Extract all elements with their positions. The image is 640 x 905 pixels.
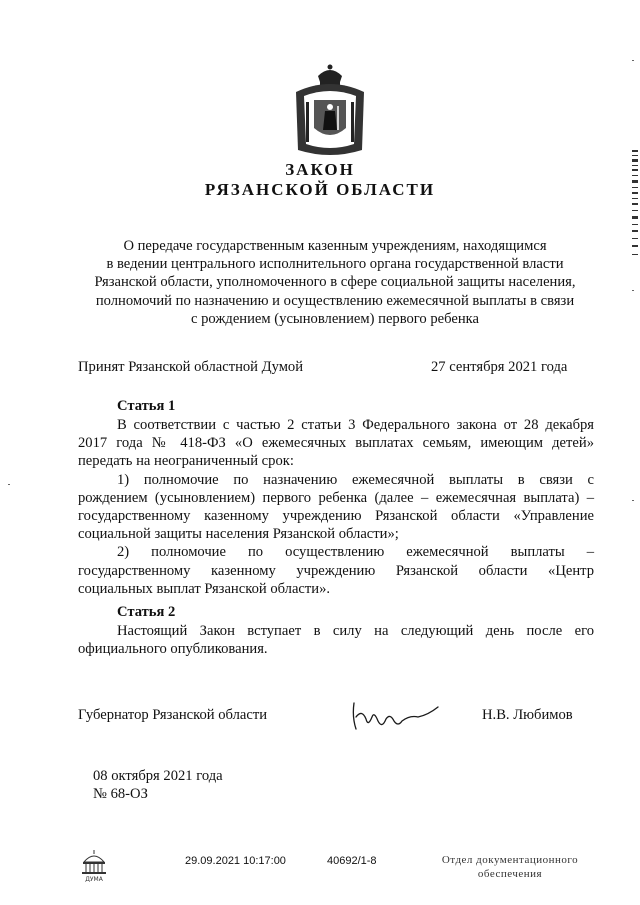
text-line: Настоящий Закон вступает в силу на следующий день после его — [117, 623, 594, 639]
subject-line: с рождением (усыновлением) первого ребенка — [190, 310, 480, 327]
scan-speck — [632, 290, 634, 291]
department-stamp — [435, 853, 585, 881]
subject-line: полномочий по назначению и осуществлению ежемесячной выплаты в связи — [95, 292, 575, 309]
scan-speck — [632, 500, 634, 501]
coat-of-arms-emblem — [290, 62, 370, 162]
text-line: передать на неограниченный срок: — [78, 453, 294, 470]
dept-line: обеспечения — [477, 868, 543, 880]
duma-label: ДУМА — [85, 876, 103, 882]
scan-barcode-mark — [632, 150, 638, 260]
subject-line: Рязанской области, уполномоченного в сфере социальной защиты населения, — [94, 274, 576, 291]
text-line: рождением (усыновлением) первого ребенка (далее – ежемесячная выплата) – — [78, 489, 594, 506]
text-line: 2) полномочие по осуществлению ежемесячной выплаты – — [117, 544, 594, 561]
article-1-body — [78, 416, 594, 598]
region-title: РЯЗАНСКОЙ ОБЛАСТИ — [204, 180, 436, 199]
text-line: социальной защиты населения Рязанской области»; — [78, 526, 399, 543]
text-line: В соответствии с частью 2 статьи 3 Федерального закона от 28 декабря — [117, 417, 594, 433]
text-line: государственному казенному учреждению Рязанской области «Управление — [78, 508, 594, 525]
text-line: 1) полномочие по назначению ежемесячной выплаты в связи с — [117, 471, 594, 488]
law-subject — [70, 237, 600, 328]
footer-doc-id: 40692/1-8 — [327, 855, 377, 867]
text-line: официального опубликования. — [78, 641, 268, 658]
governor-position: Губернатор Рязанской области — [78, 707, 268, 723]
article-2-body — [78, 622, 594, 658]
text-line: 2017 года № 418-ФЗ «О ежемесячных выплатах семьям, имеющим детей» — [78, 435, 594, 452]
law-title: ЗАКОН — [285, 160, 355, 179]
issue-date: 08 октября 2021 года — [93, 768, 223, 784]
law-number: № 68-ОЗ — [93, 786, 148, 802]
adopted-by: Принят Рязанской областной Думой — [78, 359, 304, 375]
dept-line: Отдел документационного — [441, 854, 579, 866]
subject-line: в ведении центрального исполнительного органа государственной власти — [106, 256, 564, 273]
subject-line: О передаче государственным казенным учреждениям, находящимся — [123, 238, 547, 254]
scan-speck — [8, 484, 10, 485]
footer-timestamp: 29.09.2021 10:17:00 — [185, 855, 286, 867]
duma-logo-icon — [80, 848, 108, 882]
governor-name: Н.В. Любимов — [482, 707, 573, 723]
adopted-date: 27 сентября 2021 года — [431, 359, 568, 375]
scan-speck — [632, 60, 634, 61]
article-1-heading: Статья 1 — [117, 398, 176, 414]
handwritten-signature — [348, 695, 443, 735]
text-line: социальных выплат Рязанской области». — [78, 580, 331, 597]
article-2-heading: Статья 2 — [117, 604, 176, 620]
text-line: государственному казенному учреждению Рязанской области «Центр — [78, 562, 594, 579]
